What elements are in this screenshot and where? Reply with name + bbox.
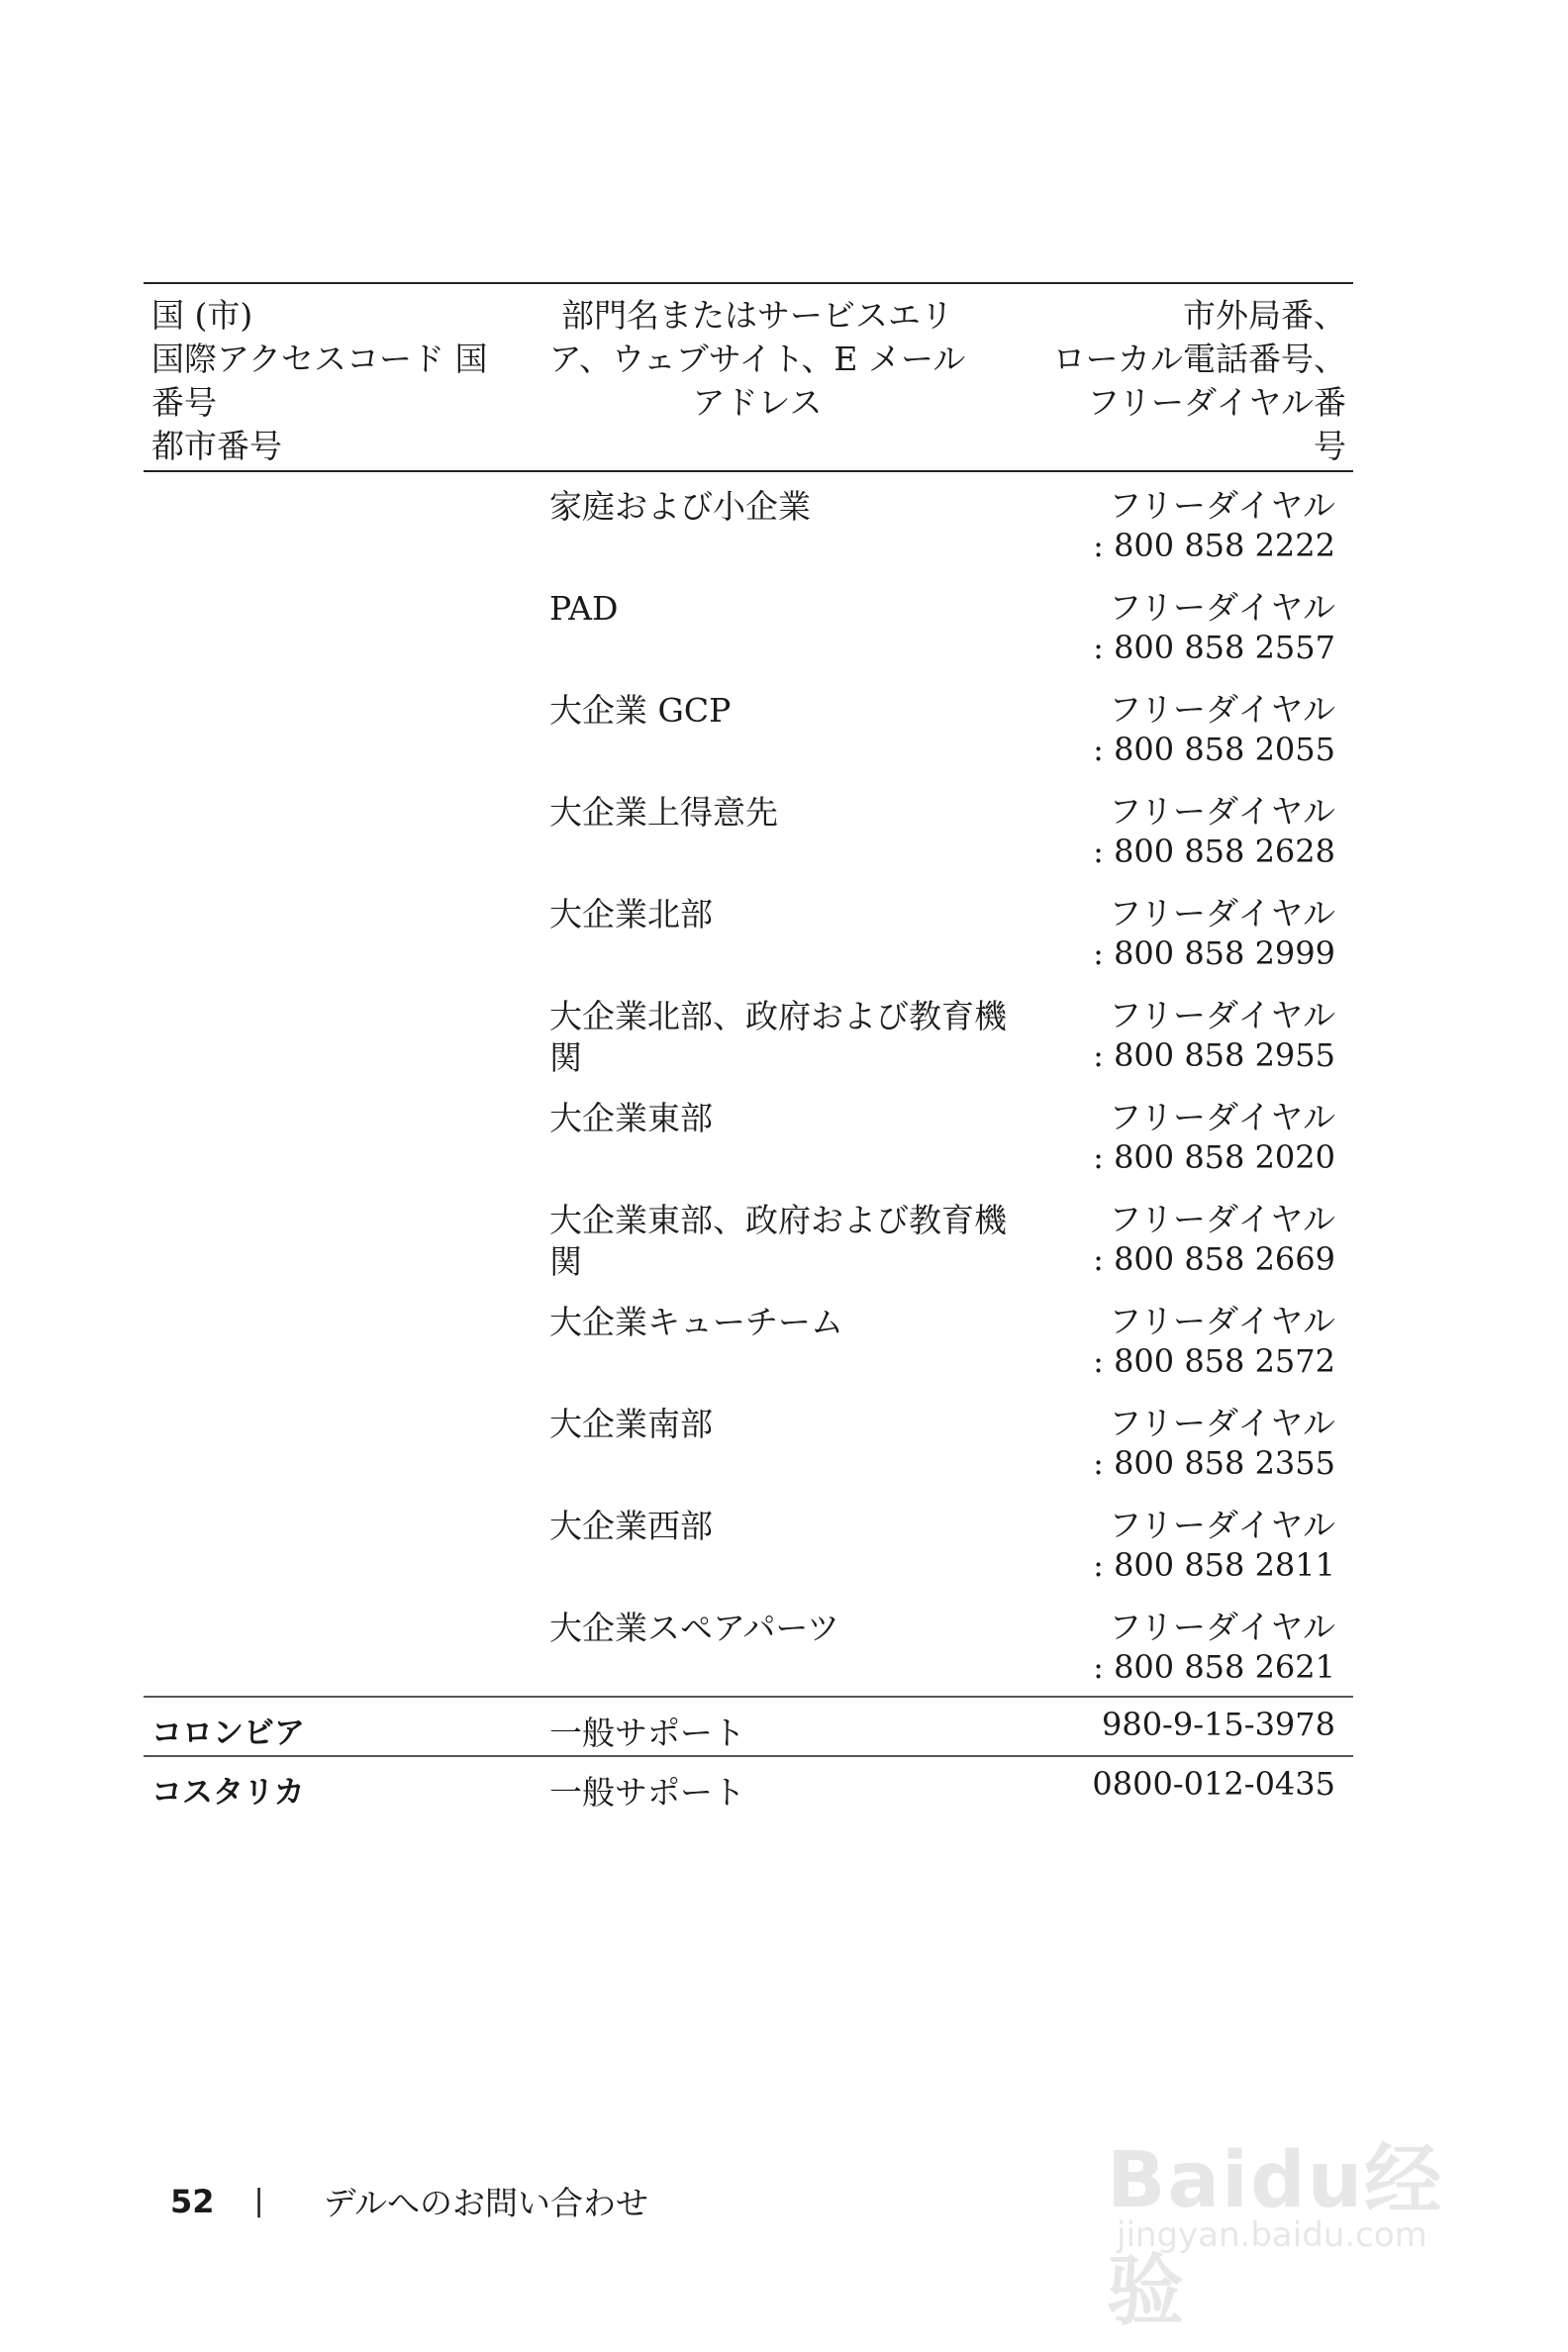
phone-cell: [1038, 894, 1335, 973]
header-country-line: 番号: [151, 383, 217, 422]
phone-cell: [1038, 792, 1335, 871]
phone-number: : 800 858 2669: [1093, 1240, 1335, 1278]
department-name: 大企業東部: [549, 1099, 713, 1137]
department-name: 大企業西部: [549, 1507, 713, 1545]
phone-label: フリーダイヤル: [1109, 1404, 1335, 1442]
header-phone: [970, 294, 1346, 468]
table-row: [144, 574, 1353, 676]
header-country-line: 国際アクセスコード 国: [151, 340, 488, 378]
table-row: [144, 1594, 1353, 1696]
department-name: 大企業北部、政府および教育機関: [549, 997, 1007, 1077]
watermark-brand: Baidu经验: [1107, 2136, 1444, 2336]
phone-label: フリーダイヤル: [1109, 690, 1335, 729]
header-phone-line: ローカル電話番号、: [1052, 340, 1346, 378]
footer-separator: |: [253, 2184, 264, 2218]
phone-label: フリーダイヤル: [1109, 1200, 1335, 1238]
department-name: 大企業東部、政府および教育機関: [549, 1201, 1007, 1281]
footer-title: デルへのお問い合わせ: [323, 2184, 648, 2222]
table-row: [144, 778, 1353, 880]
phone-number: : 800 858 2621: [1093, 1648, 1335, 1686]
department-name: PAD: [549, 589, 619, 628]
phone-label: フリーダイヤル: [1109, 1608, 1335, 1646]
phone-cell: [1038, 690, 1335, 769]
table-row: [144, 1288, 1353, 1390]
table-row-costa-rica: [144, 1755, 1353, 1814]
watermark: [1107, 2099, 1473, 2336]
country-name: コロンビア: [151, 1715, 305, 1751]
header-department: [544, 294, 970, 425]
country-name: コスタリカ: [151, 1775, 305, 1811]
header-phone-line: フリーダイヤル番: [1087, 383, 1346, 422]
phone-label: フリーダイヤル: [1109, 792, 1335, 831]
phone-cell: [1038, 1608, 1335, 1687]
phone-label: フリーダイヤル: [1109, 894, 1335, 932]
department-name: 一般サポート: [549, 1773, 745, 1812]
phone-cell: [1038, 486, 1335, 565]
department-rows: [144, 472, 1353, 1696]
header-department-line: アドレス: [692, 383, 823, 422]
phone-label: フリーダイヤル: [1109, 996, 1335, 1034]
department-name: 大企業上得意先: [549, 793, 778, 832]
phone-number: : 800 858 2811: [1093, 1546, 1335, 1584]
header-country: [151, 294, 528, 468]
phone-number: : 800 858 2355: [1093, 1444, 1335, 1482]
table-row: [144, 1186, 1353, 1288]
phone-cell: [1038, 1302, 1335, 1381]
phone-number: 980-9-15-3978: [1101, 1706, 1335, 1743]
table-header: [144, 284, 1353, 472]
phone-number: : 800 858 2020: [1093, 1138, 1335, 1176]
phone-label: フリーダイヤル: [1109, 1506, 1335, 1544]
phone-number: : 800 858 2572: [1093, 1342, 1335, 1380]
phone-cell: [1038, 1098, 1335, 1177]
phone-number: : 800 858 2999: [1093, 934, 1335, 972]
phone-label: フリーダイヤル: [1109, 588, 1335, 627]
header-phone-line: 号: [1314, 427, 1346, 465]
page-number: 52: [170, 2182, 215, 2220]
table-row-colombia: [144, 1696, 1353, 1755]
contact-table: [144, 282, 1353, 1814]
phone-number: : 800 858 2557: [1093, 629, 1335, 666]
phone-cell: [1038, 1200, 1335, 1279]
table-row: [144, 880, 1353, 982]
page-footer: [170, 2178, 648, 2224]
watermark-url: jingyan.baidu.com: [1117, 2215, 1427, 2255]
phone-number: : 800 858 2055: [1093, 731, 1335, 768]
phone-cell: [1038, 588, 1335, 667]
phone-number: 0800-012-0435: [1092, 1765, 1335, 1803]
phone-cell: [1038, 996, 1335, 1075]
department-name: 家庭および小企業: [549, 487, 811, 526]
header-department-line: 部門名またはサービスエリ: [561, 296, 953, 335]
phone-number: : 800 858 2955: [1093, 1036, 1335, 1074]
table-row: [144, 1390, 1353, 1492]
table-row: [144, 1492, 1353, 1594]
phone-cell: [1038, 1404, 1335, 1483]
department-name: 大企業キューチーム: [549, 1303, 843, 1341]
header-country-line: 国 (市): [151, 296, 253, 335]
department-name: 大企業南部: [549, 1405, 713, 1443]
department-name: 一般サポート: [549, 1714, 745, 1752]
header-country-line: 都市番号: [151, 427, 282, 465]
phone-number: : 800 858 2628: [1093, 833, 1335, 870]
phone-label: フリーダイヤル: [1109, 1098, 1335, 1136]
header-department-line: ア、ウェブサイト、E メール: [548, 340, 966, 378]
department-name: 大企業スペアパーツ: [549, 1609, 840, 1647]
table-row: [144, 472, 1353, 574]
phone-cell: [1038, 1506, 1335, 1585]
table-row: [144, 676, 1353, 778]
table-row: [144, 982, 1353, 1084]
department-name: 大企業北部: [549, 895, 713, 933]
header-phone-line: 市外局番、: [1183, 296, 1346, 335]
phone-label: フリーダイヤル: [1109, 1302, 1335, 1340]
department-name: 大企業 GCP: [549, 691, 732, 730]
phone-label: フリーダイヤル: [1109, 486, 1335, 525]
phone-number: : 800 858 2222: [1093, 527, 1335, 564]
table-row: [144, 1084, 1353, 1186]
